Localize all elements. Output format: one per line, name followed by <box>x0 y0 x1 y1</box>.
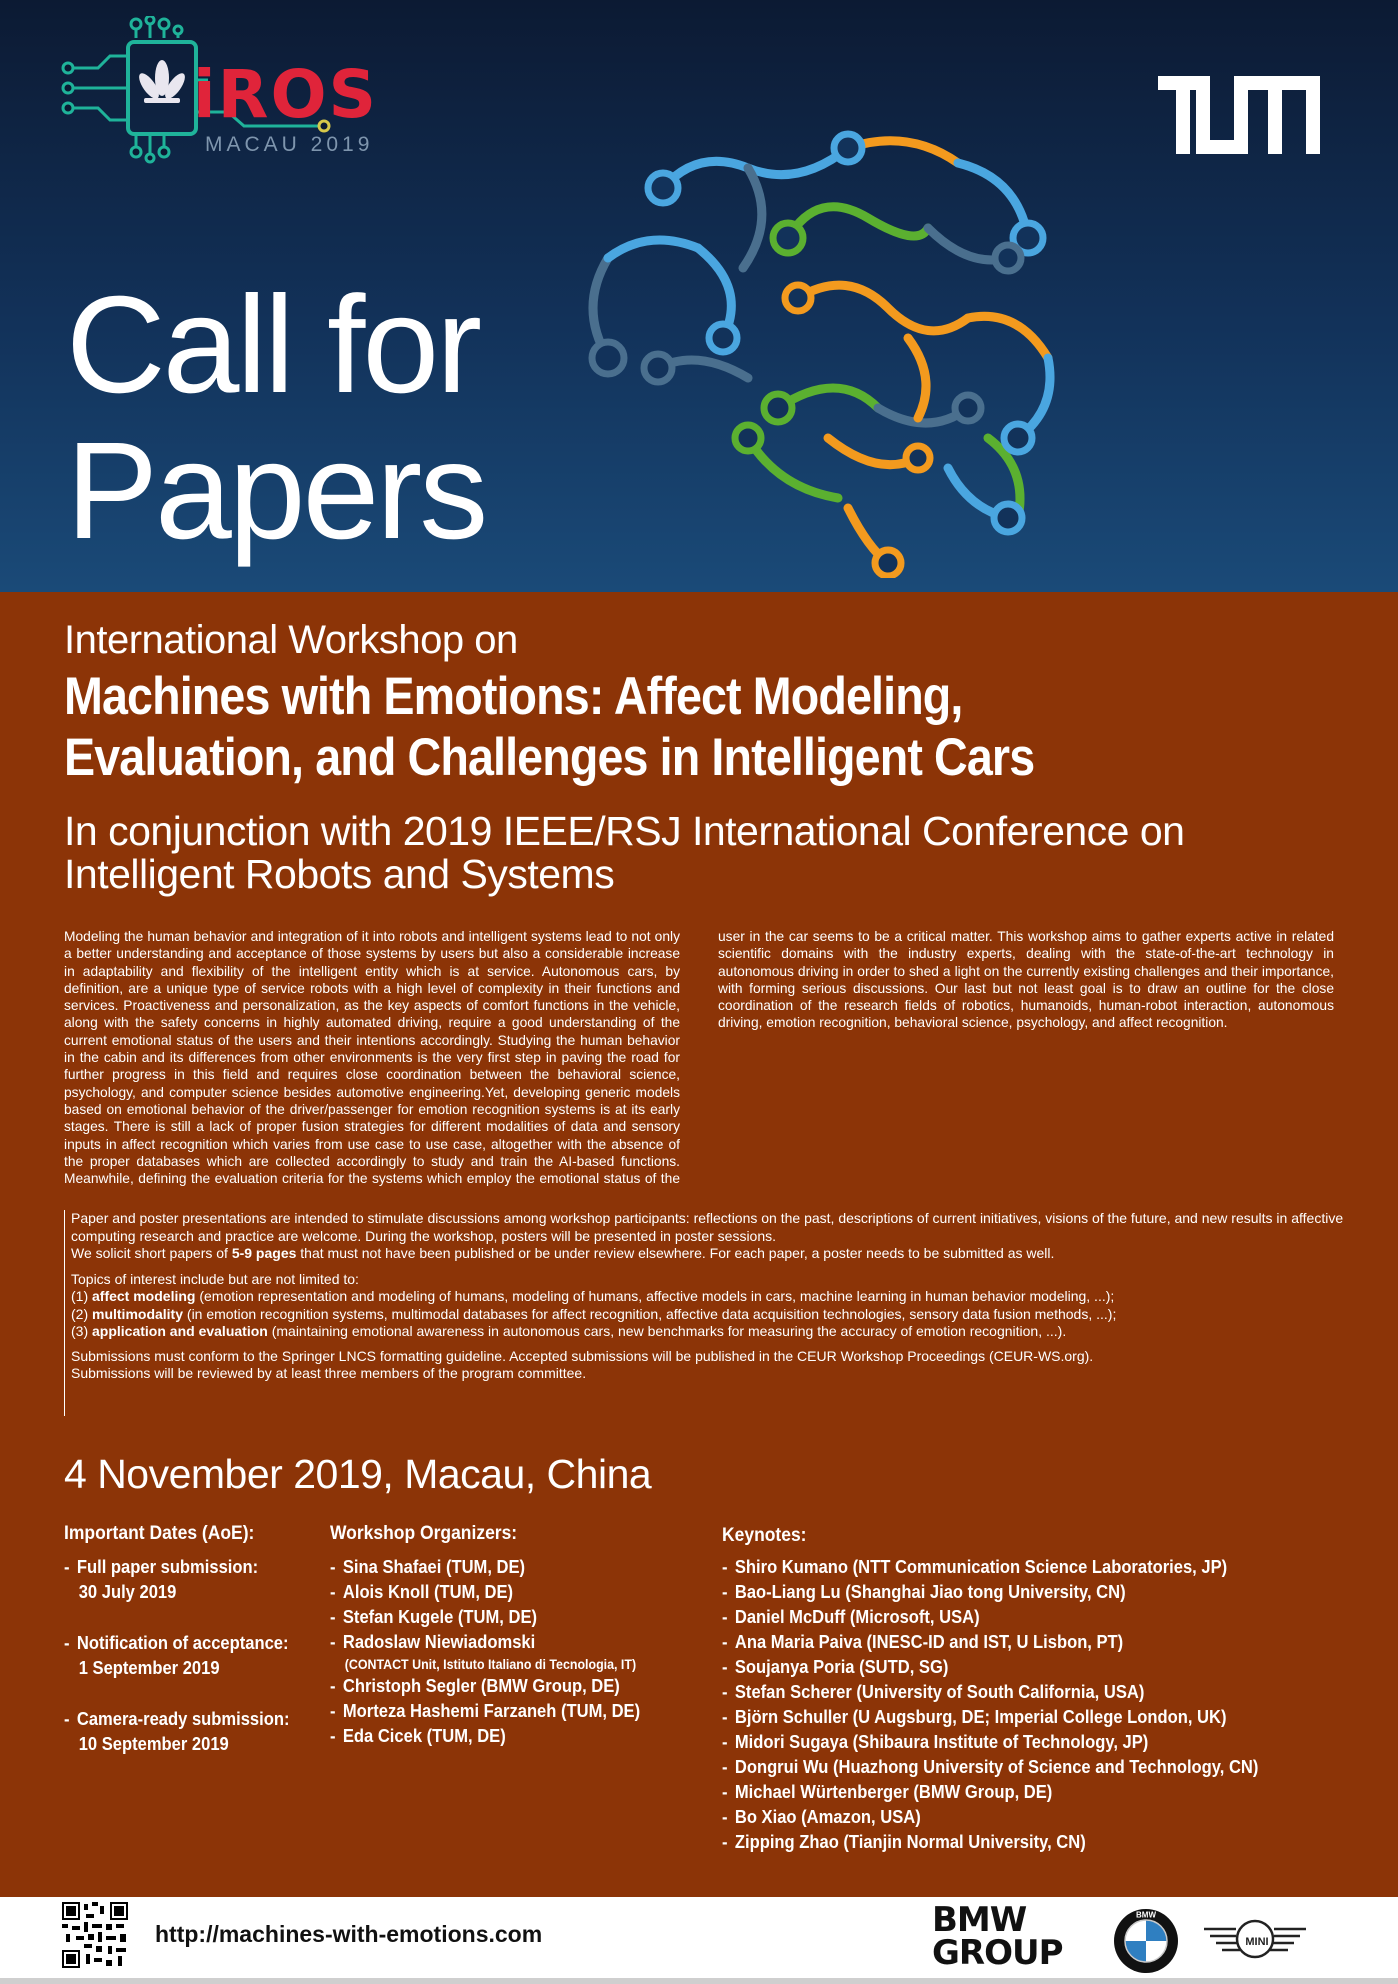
short-papers-post: that must not have been published or be under review elsewhere. For each paper, a poster needs to be submitted as well. <box>296 1245 1055 1261</box>
header-band <box>0 0 1398 592</box>
keynote-item: - Zipping Zhao (Tianjin Normal University, CN) <box>722 1832 1086 1852</box>
keynotes-list <box>722 1555 1258 1855</box>
topic-number: (2) <box>71 1305 92 1322</box>
call-for-papers-details <box>64 1210 1398 1416</box>
topic-name: affect modeling <box>92 1288 196 1304</box>
keynote-item: - Ana Maria Paiva (INESC-ID and IST, U Lisbon, PT) <box>722 1632 1124 1652</box>
heading-text: Important Dates (AoE): <box>64 1523 255 1544</box>
topic-item <box>71 1306 1398 1324</box>
title-line: Papers <box>66 414 486 568</box>
organizers-heading <box>330 1522 533 1546</box>
organizer-name: Morteza Hashemi Farzaneh (TUM, DE) <box>342 1701 641 1721</box>
conference-conjunction: In conjunction with 2019 IEEE/RSJ International Conference on Intelligent Robots and Systems <box>64 808 1185 897</box>
bmw-roundel-icon <box>1113 1908 1179 1974</box>
organizer-item: - Christoph Segler (BMW Group, DE) <box>330 1676 620 1696</box>
organizer-name: Christoph Segler (BMW Group, DE) <box>342 1676 620 1696</box>
keynote-speaker: Zipping Zhao (Tianjin Normal University, CN) <box>734 1832 1086 1852</box>
bmw-group-line: BMW <box>932 1900 1027 1940</box>
workshop-title-line: Evaluation, and Challenges in Intelligent Cars <box>64 728 1035 787</box>
keynote-item: - Dongrui Wu (Huazhong University of Science and Technology, CN) <box>722 1757 1259 1777</box>
heading-text: Workshop Organizers: <box>330 1523 518 1544</box>
bmw-roundel-text: BMW <box>1136 1910 1156 1920</box>
abstract-paragraph: Modeling the human behavior and integration of it into robots and intelligent systems lead to not only a better understanding and acceptance of those systems by users but also a considerable increase in adaptability and flexibility of the intelligent entity which is at service. Autonomous cars, by definition, are a unique type of service robots with a high level of complexity in their functions and services. Proactiveness and personalization, as the key aspects of comfort functions in the vehicle, along with the safety concerns in highly automated driving, require a good understanding of the current emotional status of the users and their intentions accordingly. Studying the human behavior in the cabin and its differences from other environments is the very first step in paving the road for further progress in this field and requires close coordination between the behavioral science, psychology, and computer science besides automotive engineering.Yet, developing generic models based on emotional behavior of the driver/passenger for emotion recognition systems is at its early stages. There is still a lack of proper fusion strategies for different modalities of data and sensory inputs in affect recognition which varies from use case to use case, altogether with the absence of the proper databases which are collected accordingly to study and train the AI-based functions. Meanwhile, defining the evaluation criteria for the systems which employ the emotional status of the user in the car seems to be a critical matter. This workshop aims to gather experts active in related scientific domains with the industry experts, dealing with the state-of-the-art technology in autonomous driving in order to shed a light on the currently existing challenges and their importance, with forming serious discussions. Our last but not least goal is to draw an outline for the close coordination of the research fields of robotics, humanoids, human-robot interaction, autonomous driving, emotion recognition, behavioral science, psychology, and affect recognition. <box>64 929 1334 1187</box>
date-value: 1 September 2019 <box>78 1658 220 1678</box>
website-link[interactable]: http://machines-with-emotions.com <box>155 1921 543 1947</box>
keynote-item: - Björn Schuller (U Augsburg, DE; Imperial College London, UK) <box>722 1707 1227 1727</box>
keynote-item: - Michael Würtenberger (BMW Group, DE) <box>722 1782 1053 1802</box>
page-limit: 5-9 pages <box>231 1245 297 1261</box>
date-value: 30 July 2019 <box>78 1582 177 1602</box>
keynote-speaker: Michael Würtenberger (BMW Group, DE) <box>734 1782 1053 1802</box>
tum-logo <box>1158 76 1320 154</box>
iros-logo-subtitle: MACAU 2019 <box>205 133 374 156</box>
keynote-item: - Daniel McDuff (Microsoft, USA) <box>722 1607 980 1627</box>
workshop-title-line: Machines with Emotions: Affect Modeling, <box>64 667 963 726</box>
date-item: - Camera-ready submission: 10 September 2019 <box>64 1707 289 1757</box>
bmw-group-logo <box>932 1900 1063 1973</box>
organizer-item: - Morteza Hashemi Farzaneh (TUM, DE) <box>330 1701 641 1721</box>
date-item: - Full paper submission: 30 July 2019 <box>64 1555 289 1605</box>
topic-number: (3) <box>71 1323 92 1339</box>
date-value: 10 September 2019 <box>78 1734 229 1754</box>
bottom-bar <box>0 1978 1398 1984</box>
page-title <box>66 268 586 568</box>
short-papers-pre: We solicit short papers of <box>71 1245 232 1261</box>
date-item: - Notification of acceptance: 1 September 2019 <box>64 1631 289 1681</box>
topic-name: multimodality <box>92 1305 184 1322</box>
mini-logo-text: MINI <box>1245 1936 1269 1948</box>
short-papers-text <box>71 1245 1398 1263</box>
date-label: Full paper submission: <box>76 1557 259 1577</box>
topic-detail: (in emotion recognition systems, multimodal databases for affect recognition, affective data acquisition technologies, sensory data fusion methods, ...); <box>183 1305 1117 1322</box>
footer <box>0 1897 1398 1984</box>
bmw-group-line: GROUP <box>932 1933 1063 1973</box>
topic-item <box>71 1288 1398 1306</box>
organizers-list <box>330 1555 640 1749</box>
organizer-name: Eda Cicek (TUM, DE) <box>342 1726 506 1746</box>
keynote-speaker: Soujanya Poria (SUTD, SG) <box>734 1657 949 1677</box>
presentations-text: Paper and poster presentations are intended to stimulate discussions among workshop participants: reflections on the past, descriptions of current initiatives, visions of the future, and new results in affective computing research and practice are welcome. During the workshop, posters will be presented in poster sessions. <box>71 1210 1344 1244</box>
organizer-item: - Sina Shafaei (TUM, DE) <box>330 1557 526 1577</box>
heading-text: Keynotes: <box>722 1525 807 1546</box>
keynote-speaker: Bo Xiao (Amazon, USA) <box>734 1807 921 1827</box>
topic-detail: (maintaining emotional awareness in autonomous cars, new benchmarks for measuring the accuracy of emotion recognition, ...). <box>267 1323 1067 1339</box>
keynote-speaker: Stefan Scherer (University of South California, USA) <box>734 1682 1145 1702</box>
title-line: Call for <box>66 268 480 422</box>
abstract-text <box>64 928 1334 1203</box>
important-dates-list <box>64 1555 289 1783</box>
iros-logo-text: iROS <box>193 56 379 133</box>
workshop-title <box>64 666 1208 788</box>
qr-code-icon[interactable] <box>62 1902 128 1968</box>
topic-item <box>71 1323 1398 1341</box>
submission-format-text: Submissions must conform to the Springer LNCS formatting guideline. Accepted submissions will be published in the CEUR Workshop Proceedings (CEUR-WS.org). <box>71 1347 1094 1364</box>
organizer-item: - Alois Knoll (TUM, DE) <box>330 1582 514 1602</box>
date-label: Camera-ready submission: <box>76 1709 290 1729</box>
keynote-speaker: Björn Schuller (U Augsburg, DE; Imperial College London, UK) <box>734 1707 1227 1727</box>
topics-intro: Topics of interest include but are not limited to: <box>71 1270 359 1287</box>
keynote-item: - Bo Xiao (Amazon, USA) <box>722 1807 921 1827</box>
organizer-name: Radoslaw Niewiadomski <box>342 1632 536 1652</box>
date-label: Notification of acceptance: <box>76 1633 289 1653</box>
keynotes-heading <box>722 1524 814 1548</box>
keynote-item: - Midori Sugaya (Shibaura Institute of Technology, JP) <box>722 1732 1149 1752</box>
organizer-affiliation: (CONTACT Unit, Istituto Italiano di Tecnologia, IT) <box>344 1657 637 1672</box>
review-text: Submissions will be reviewed by at least three members of the program committee. <box>71 1365 587 1381</box>
keynote-speaker: Bao-Liang Lu (Shanghai Jiao tong University, CN) <box>734 1582 1126 1602</box>
organizer-name: Sina Shafaei (TUM, DE) <box>342 1557 526 1577</box>
keynote-item: - Bao-Liang Lu (Shanghai Jiao tong University, CN) <box>722 1582 1126 1602</box>
keynote-speaker: Midori Sugaya (Shibaura Institute of Technology, JP) <box>734 1732 1149 1752</box>
keynote-item: - Stefan Scherer (University of South California, USA) <box>722 1682 1145 1702</box>
topic-name: application and evaluation <box>92 1323 268 1339</box>
topic-number: (1) <box>71 1288 92 1304</box>
keynote-speaker: Dongrui Wu (Huazhong University of Science and Technology, CN) <box>734 1757 1259 1777</box>
keynote-item: - Soujanya Poria (SUTD, SG) <box>722 1657 949 1677</box>
organizer-item: - Radoslaw Niewiadomski (CONTACT Unit, Istituto Italiano di Tecnologia, IT) <box>330 1630 640 1674</box>
important-dates-heading <box>64 1522 271 1546</box>
content-body <box>0 592 1398 1897</box>
keynote-speaker: Daniel McDuff (Microsoft, USA) <box>734 1607 980 1627</box>
workshop-intro: International Workshop on <box>64 618 518 662</box>
topic-detail: (emotion representation and modeling of humans, modeling of humans, affective models in cars, machine learning in human behavior modeling, ...); <box>195 1288 1115 1304</box>
brain-network-icon <box>548 108 1108 578</box>
organizer-name: Stefan Kugele (TUM, DE) <box>342 1607 538 1627</box>
keynote-speaker: Ana Maria Paiva (INESC-ID and IST, U Lisbon, PT) <box>734 1632 1124 1652</box>
organizer-item: - Eda Cicek (TUM, DE) <box>330 1726 506 1746</box>
event-date: 4 November 2019, Macau, China <box>64 1451 652 1497</box>
organizer-name: Alois Knoll (TUM, DE) <box>342 1582 514 1602</box>
keynote-speaker: Shiro Kumano (NTT Communication Science Laboratories, JP) <box>734 1557 1228 1577</box>
keynote-item: - Shiro Kumano (NTT Communication Science Laboratories, JP) <box>722 1557 1228 1577</box>
organizer-item: - Stefan Kugele (TUM, DE) <box>330 1607 538 1627</box>
